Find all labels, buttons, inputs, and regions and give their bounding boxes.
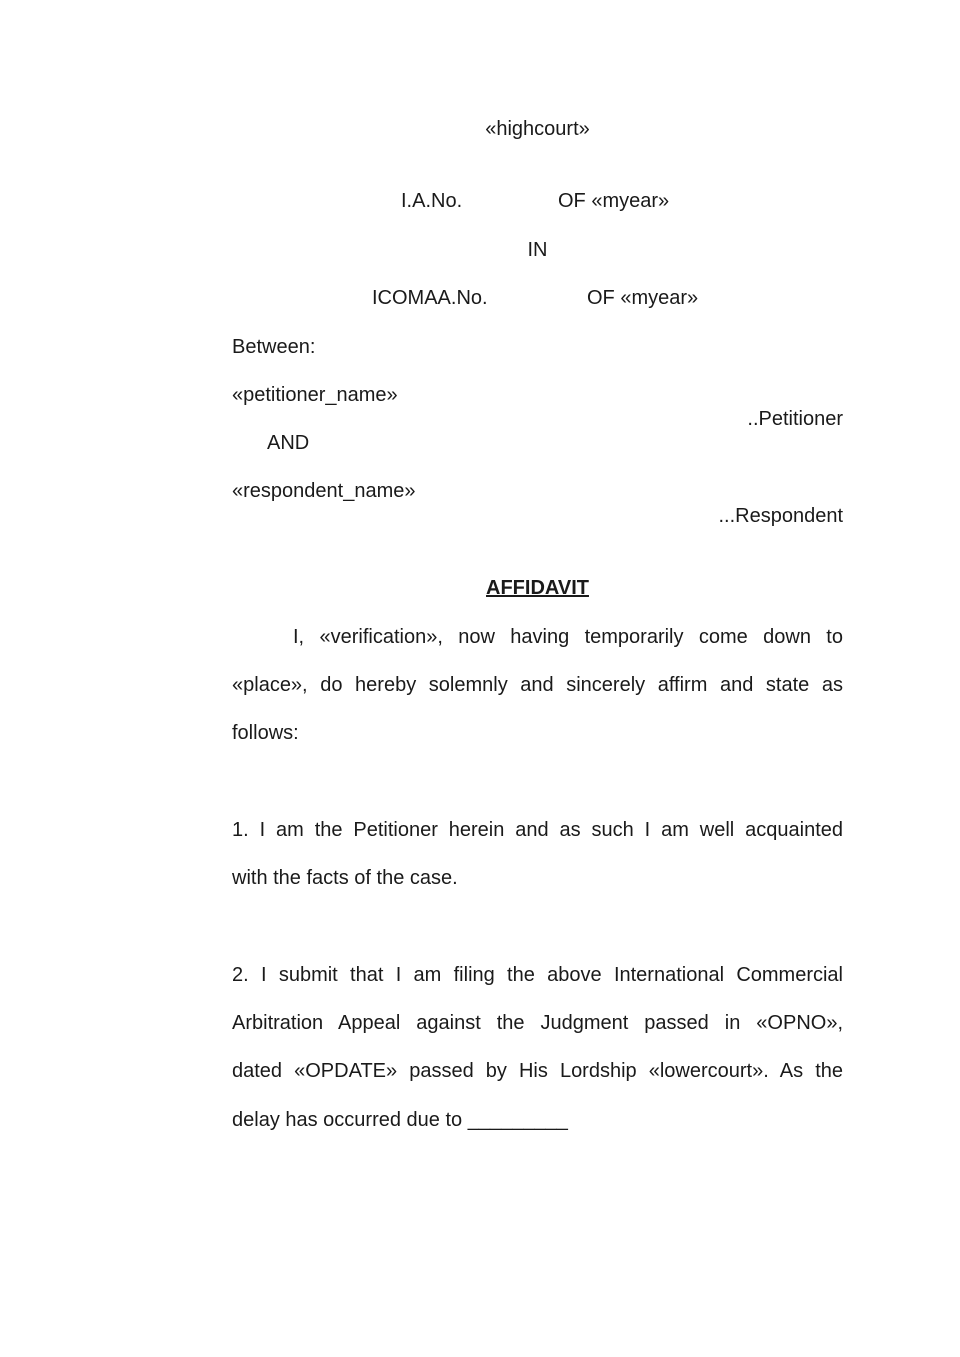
ia-number-label: I.A.No. [401, 190, 463, 212]
intro-line: I, «verification», now having temporarily come down to [293, 626, 843, 648]
in-label: IN [527, 239, 548, 261]
para2-line: delay has occurred due to _________ [232, 1109, 568, 1131]
appeal-number-label: ICOMAA.No. [372, 287, 488, 309]
affidavit-title: AFFIDAVIT [486, 577, 589, 599]
para1-line: with the facts of the case. [232, 867, 458, 889]
respondent-name: «respondent_name» [232, 480, 416, 502]
petitioner-name: «petitioner_name» [232, 384, 398, 406]
court-name: «highcourt» [485, 118, 590, 140]
respondent-role: ...Respondent [718, 505, 843, 527]
and-label: AND [267, 432, 310, 454]
appeal-year: OF «myear» [587, 287, 699, 309]
intro-line: follows: [232, 722, 299, 744]
petitioner-role: ..Petitioner [747, 408, 843, 430]
para2-line: Arbitration Appeal against the Judgment passed in «OPNO», [232, 1012, 843, 1034]
intro-line: «place», do hereby solemnly and sincerely affirm and state as [232, 674, 843, 696]
para2-line: dated «OPDATE» passed by His Lordship «lowercourt». As the [232, 1060, 843, 1082]
ia-year: OF «myear» [558, 190, 670, 212]
between-label: Between: [232, 336, 316, 358]
para1-line: 1. I am the Petitioner herein and as such I am well acquainted [232, 819, 843, 841]
para2-line: 2. I submit that I am filing the above International Commercial [232, 964, 843, 986]
